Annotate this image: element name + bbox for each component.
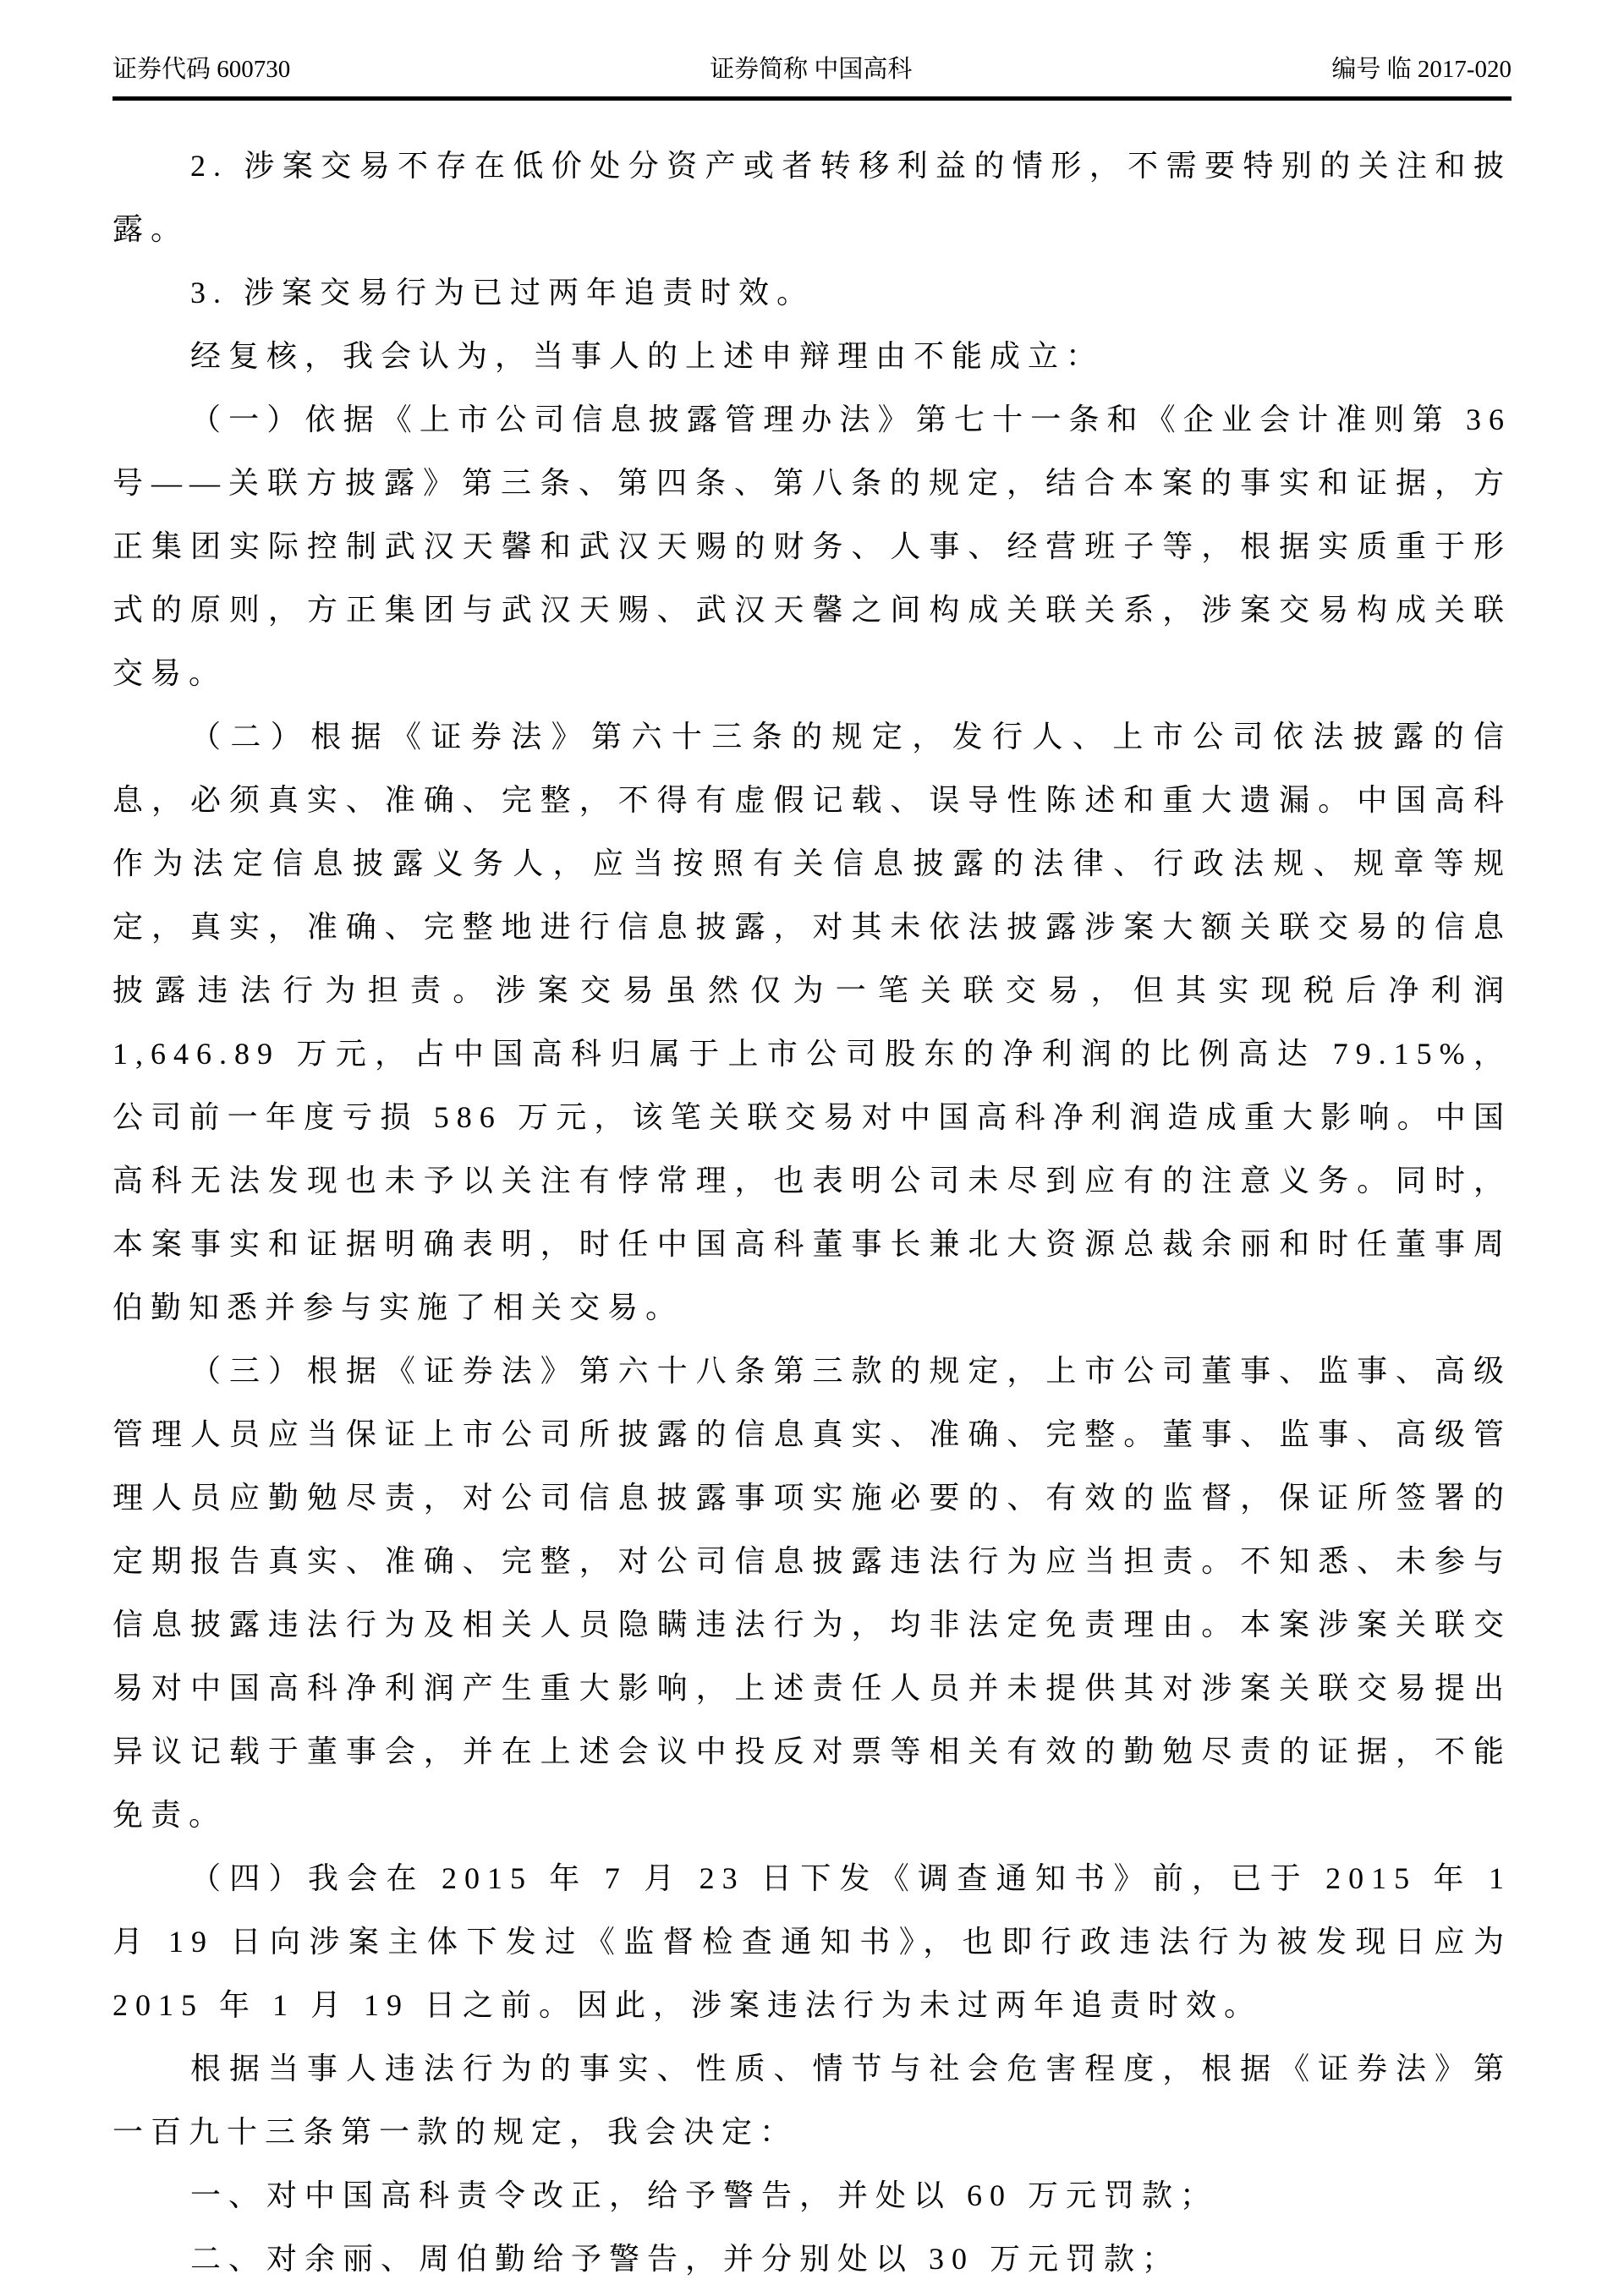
paragraph-appeal-2: 2. 涉案交易不存在低价处分资产或者转移利益的情形，不需要特别的关注和披露。 xyxy=(112,148,1512,246)
paragraph-penalty-2: 二、对余丽、周伯勤给予警告，并分别处以 30 万元罚款； xyxy=(190,2241,1181,2276)
document-header xyxy=(112,54,1512,101)
doc-number: 编号 临 2017-020 xyxy=(1331,56,1512,83)
paragraph-penalty-1: 一、对中国高科责令改正，给予警告，并处以 60 万元罚款； xyxy=(190,2178,1219,2212)
paragraph-finding-1: （一）依据《上市公司信息披露管理办法》第七十一条和《企业会计准则第 36 号——关联方披露》第三条、第四条、第八条的规定，结合本案的事实和证据，方正集团实际控制武汉天馨和武汉天赐的财务、人事、经营班子等，根据实质重于形式的原则，方正集团与武汉天赐、武汉天馨之间构成关联关系，涉案交易构成关联交易。 xyxy=(112,402,1512,690)
paragraph-finding-3: （三）根据《证券法》第六十八条第三款的规定，上市公司董事、监事、高级管理人员应当保证上市公司所披露的信息真实、准确、完整。董事、监事、高级管理人员应勤勉尽责，对公司信息披露事项实施必要的、有效的监督，保证所签署的定期报告真实、准确、完整，对公司信息披露违法行为应当担责。不知悉、未参与信息披露违法行为及相关人员隐瞒违法行为，均非法定免责理由。本案涉案关联交易对中国高科净利润产生重大影响，上述责任人员并未提供其对涉案关联交易提出异议记载于董事会，并在上述会议中投反对票等相关有效的勤勉尽责的证据，不能免责。 xyxy=(112,1353,1512,1832)
paragraph-finding-4: （四）我会在 2015 年 7 月 23 日下发《调查通知书》前，已于 2015 年 1 月 19 日向涉案主体下发过《监督检查通知书》，也即行政违法行为被发现日应为 2015 年 1 月 19 日之前。因此，涉案违法行为未过两年追责时效。 xyxy=(112,1860,1512,2022)
paragraph-decision-intro: 根据当事人违法行为的事实、性质、情节与社会危害程度，根据《证券法》第一百九十三条第一款的规定，我会决定： xyxy=(112,2051,1512,2149)
stock-name: 证券简称 中国高科 xyxy=(710,56,913,83)
paragraph-finding-2: （二）根据《证券法》第六十三条的规定，发行人、上市公司依法披露的信息，必须真实、准确、完整，不得有虚假记载、误导性陈述和重大遗漏。中国高科作为法定信息披露义务人，应当按照有关信息披露的法律、行政法规、规章等规定，真实，准确、完整地进行信息披露，对其未依法披露涉案大额关联交易的信息披露违法行为担责。涉案交易虽然仅为一笔关联交易，但其实现税后净利润 1,646.89 万元，占中国高科归属于上市公司股东的净利润的比例高达 79.15%，公司前一年度亏损 586 万元，该笔关联交易对中国高科净利润造成重大影响。中国高科无法发现也未予以关注有悖常理，也表明公司未尽到应有的注意义务。同时，本案事实和证据明确表明，时任中国高科董事长兼北大资源总裁余丽和时任董事周伯勤知悉并参与实施了相关交易。 xyxy=(112,719,1512,1324)
paragraph-review-intro: 经复核，我会认为，当事人的上述申辩理由不能成立： xyxy=(190,338,1105,373)
paragraph-appeal-3: 3. 涉案交易行为已过两年追责时效。 xyxy=(190,275,815,310)
document-body xyxy=(112,134,1512,2291)
stock-code: 证券代码 600730 xyxy=(112,56,291,83)
